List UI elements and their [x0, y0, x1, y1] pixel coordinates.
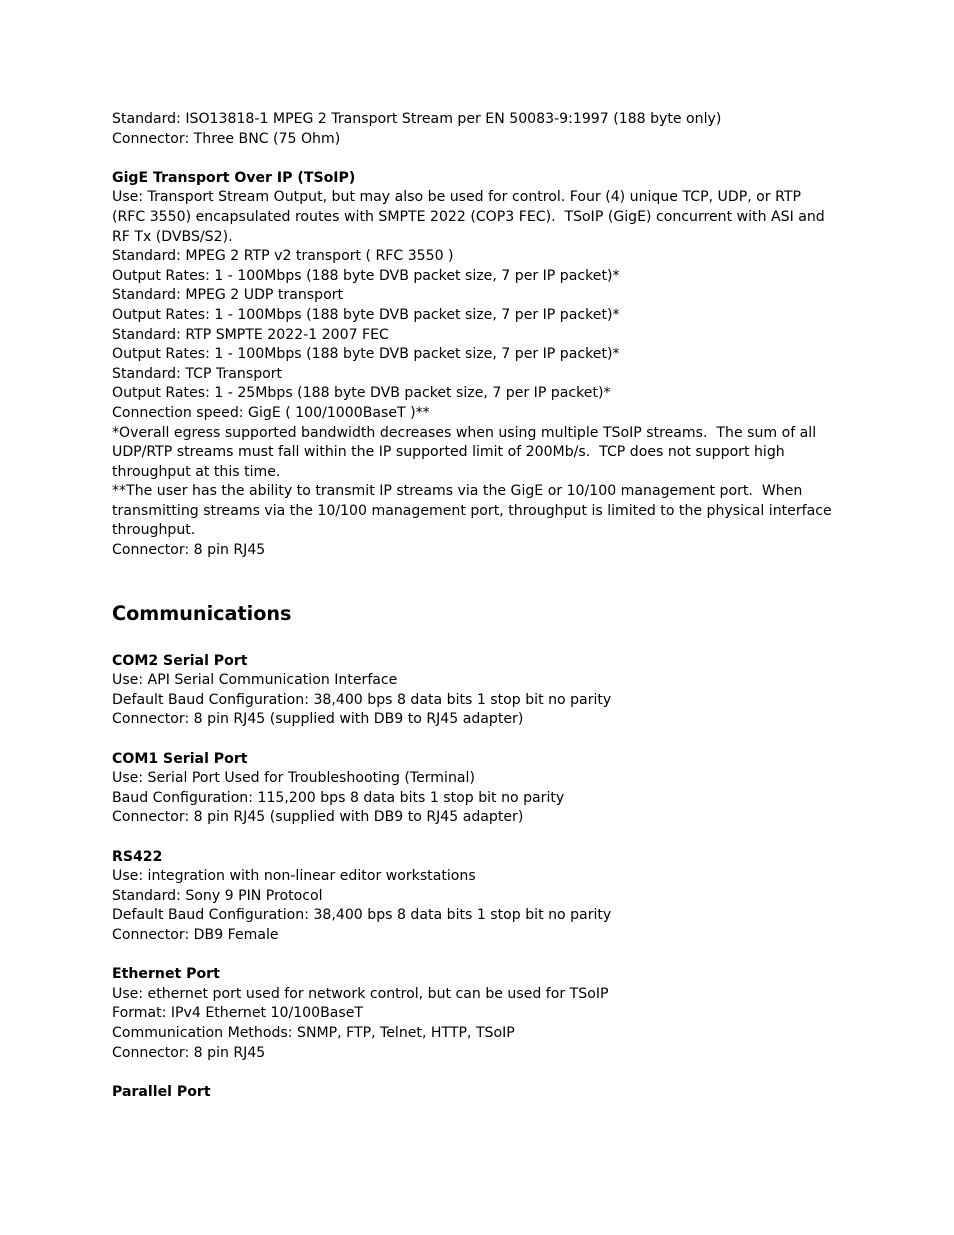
rs422-section	[112, 848, 847, 946]
tsoip-note-line: **The user has the ability to transmit IP streams via the GigE or 10/100 management port. When	[112, 483, 803, 500]
ethernet-line: Connector: 8 pin RJ45	[112, 1044, 266, 1061]
tsoip-heading: GigE Transport Over IP (TSoIP)	[112, 169, 356, 186]
rs422-line: Default Baud Configuration: 38,400 bps 8 data bits 1 stop bit no parity	[112, 907, 612, 924]
ethernet-line: Format: IPv4 Ethernet 10/100BaseT	[112, 1005, 364, 1022]
ts-standard-line: Standard: ISO13818-1 MPEG 2 Transport Stream per EN 50083-9:1997 (188 byte only)	[112, 111, 722, 127]
com2-section	[112, 652, 847, 730]
transport-stream-block	[112, 110, 847, 149]
tsoip-note-line: throughput at this time.	[112, 463, 281, 480]
tsoip-spec-line: Connection speed: GigE ( 100/1000BaseT )**	[112, 404, 430, 421]
com2-line: Default Baud Configuration: 38,400 bps 8 data bits 1 stop bit no parity	[112, 691, 612, 708]
parallel-heading: Parallel Port	[112, 1083, 211, 1100]
ethernet-section	[112, 965, 847, 1063]
com1-heading: COM1 Serial Port	[112, 750, 248, 767]
tsoip-spec-line: Output Rates: 1 - 100Mbps (188 byte DVB packet size, 7 per IP packet)*	[112, 267, 620, 284]
rs422-line: Use: integration with non-linear editor workstations	[112, 868, 476, 885]
tsoip-spec-line: Standard: TCP Transport	[112, 365, 283, 382]
com2-heading: COM2 Serial Port	[112, 652, 248, 669]
tsoip-section	[112, 169, 847, 561]
tsoip-use-line: (RFC 3550) encapsulated routes with SMPTE 2022 (COP3 FEC). TSoIP (GigE) concurrent with ASI and	[112, 208, 825, 225]
rs422-heading: RS422	[112, 848, 163, 865]
tsoip-note-line: throughput.	[112, 522, 196, 539]
parallel-section	[112, 1083, 847, 1103]
com1-line: Use: Serial Port Used for Troubleshooting (Terminal)	[112, 770, 475, 787]
communications-title: Communications	[112, 601, 292, 625]
rs422-line: Connector: DB9 Female	[112, 926, 279, 943]
tsoip-note-line: transmitting streams via the 10/100 management port, throughput is limited to the physical interface	[112, 502, 832, 519]
tsoip-spec-line: Standard: MPEG 2 RTP v2 transport ( RFC 3550 )	[112, 248, 454, 265]
ethernet-heading: Ethernet Port	[112, 966, 220, 983]
com1-section	[112, 750, 847, 828]
tsoip-use-line: RF Tx (DVBS/S2).	[112, 228, 233, 245]
tsoip-spec-line: Standard: RTP SMPTE 2022-1 2007 FEC	[112, 326, 389, 343]
document-page	[112, 110, 847, 1102]
tsoip-spec-line: Output Rates: 1 - 25Mbps (188 byte DVB packet size, 7 per IP packet)*	[112, 385, 611, 402]
ethernet-line: Use: ethernet port used for network control, but can be used for TSoIP	[112, 985, 609, 1002]
com1-line: Baud Configuration: 115,200 bps 8 data bits 1 stop bit no parity	[112, 789, 565, 806]
tsoip-spec-line: Output Rates: 1 - 100Mbps (188 byte DVB packet size, 7 per IP packet)*	[112, 306, 620, 323]
ts-connector-line: Connector: Three BNC (75 Ohm)	[112, 130, 341, 147]
tsoip-note-line: *Overall egress supported bandwidth decreases when using multiple TSoIP streams. The sum of all	[112, 424, 817, 441]
tsoip-spec-line: Standard: MPEG 2 UDP transport	[112, 287, 344, 304]
tsoip-connector-line: Connector: 8 pin RJ45	[112, 542, 266, 559]
com2-line: Use: API Serial Communication Interface	[112, 672, 398, 689]
tsoip-note-line: UDP/RTP streams must fall within the IP supported limit of 200Mb/s. TCP does not support high	[112, 444, 785, 461]
rs422-line: Standard: Sony 9 PIN Protocol	[112, 887, 323, 904]
tsoip-use-line: Use: Transport Stream Output, but may also be used for control. Four (4) unique TCP, UDP, or RTP	[112, 189, 801, 206]
ethernet-line: Communication Methods: SNMP, FTP, Telnet, HTTP, TSoIP	[112, 1024, 515, 1041]
com1-line: Connector: 8 pin RJ45 (supplied with DB9 to RJ45 adapter)	[112, 809, 524, 826]
com2-line: Connector: 8 pin RJ45 (supplied with DB9 to RJ45 adapter)	[112, 711, 524, 728]
tsoip-spec-line: Output Rates: 1 - 100Mbps (188 byte DVB packet size, 7 per IP packet)*	[112, 346, 620, 363]
